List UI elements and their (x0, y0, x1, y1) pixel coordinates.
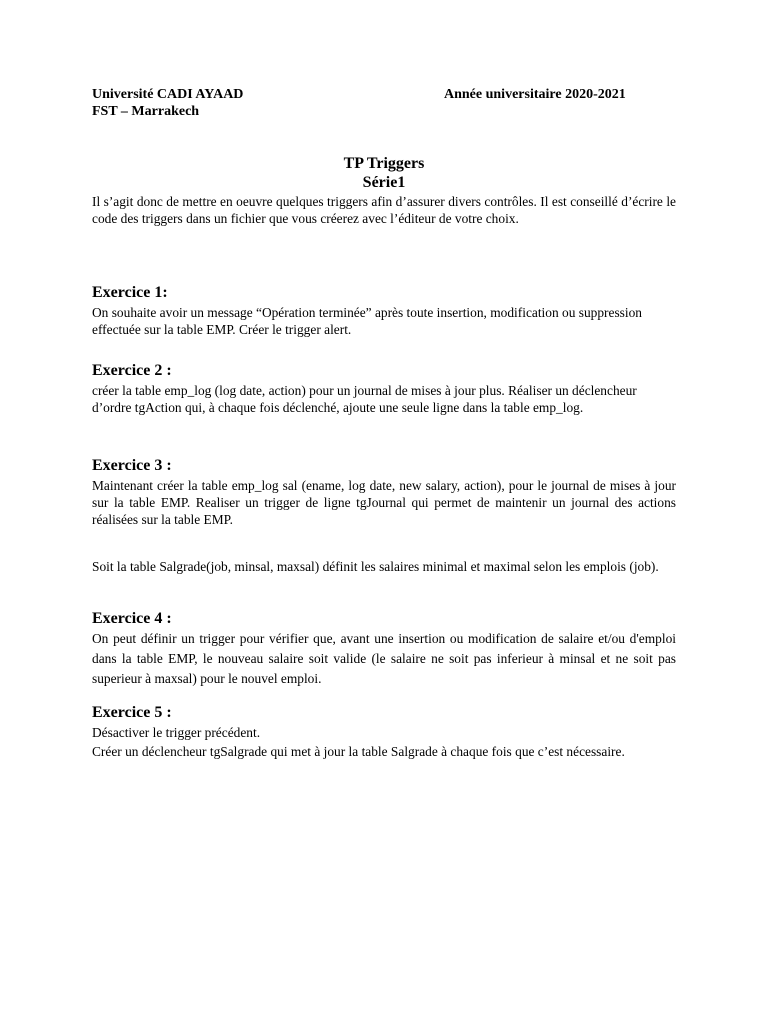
intro-paragraph: Il s’agit donc de mettre en oeuvre quelques triggers afin d’assurer divers contrôles. Il est conseillé d’écrire le code des triggers dans un fichier que vous créerez avec l’éditeur de votre choix. (92, 194, 676, 226)
exercise-2-text: créer la table emp_log (log date, action) pour un journal de mises à jour plus. Réaliser un déclencheur d’ordre tgAction qui, à chaque fois déclenché, ajoute une seule ligne dans la table emp_log. (92, 383, 637, 415)
salgrade-note: Soit la table Salgrade(job, minsal, maxsal) définit les salaires minimal et maximal selon les emplois (job). (92, 559, 659, 574)
document-subtitle: Série1 (362, 174, 406, 191)
exercise-5-title: Exercice 5 : (92, 704, 172, 721)
faculty-name: FST – Marrakech (92, 104, 200, 119)
exercise-3-title: Exercice 3 : (92, 457, 172, 474)
exercise-2-title: Exercice 2 : (92, 362, 172, 379)
exercise-3-text: Maintenant créer la table emp_log sal (ename, log date, new salary, action), pour le journal de mises à jour sur la table EMP. Realiser un trigger de ligne tgJournal qui permet de maintenir un journal des actions réalisées sur la table EMP. (92, 478, 676, 527)
exercise-5-line-2: Créer un déclencheur tgSalgrade qui met à jour la table Salgrade à chaque fois que c’est nécessaire. (92, 744, 625, 759)
document-header (92, 86, 676, 120)
document-title: TP Triggers (343, 155, 425, 172)
academic-year: Année universitaire 2020-2021 (444, 87, 626, 102)
exercise-4-text: On peut définir un trigger pour vérifier que, avant une insertion ou modification de salaire et/ou d'emploi dans la table EMP, le nouveau salaire soit valide (le salaire ne soit pas inferieur à minsal et ne soit pas superieur à maxsal) pour le nouvel emploi. (92, 631, 676, 686)
exercise-1-text: On souhaite avoir un message “Opération terminée” après toute insertion, modification ou suppression effectuée sur la table EMP. Créer le trigger alert. (92, 305, 642, 337)
exercise-4-title: Exercice 4 : (92, 610, 172, 627)
exercise-5-line-1: Désactiver le trigger précédent. (92, 725, 261, 740)
university-name: Université CADI AYAAD (92, 87, 244, 102)
exercise-1-title: Exercice 1: (92, 284, 168, 301)
